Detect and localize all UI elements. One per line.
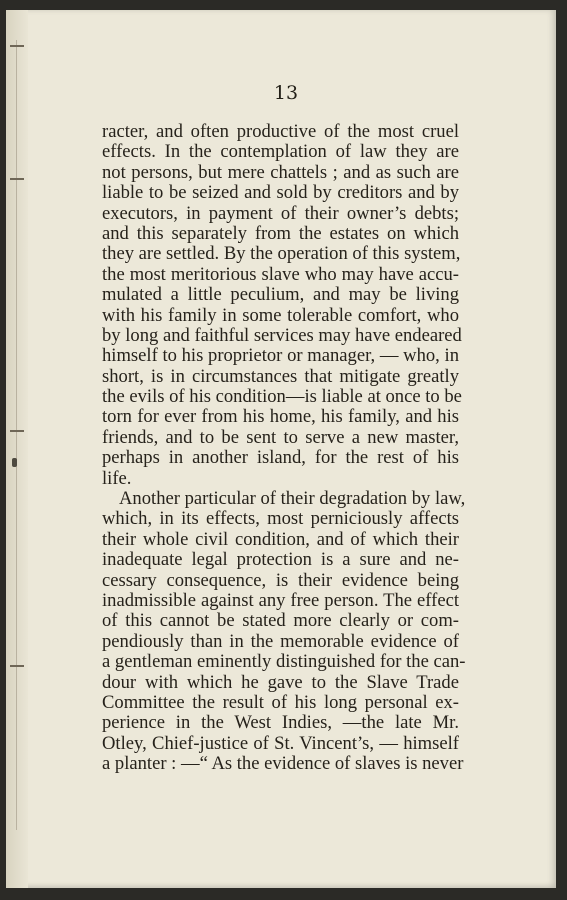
gutter-mark	[10, 45, 24, 47]
text-line: perience in the West Indies, —the late Mr.	[102, 712, 459, 734]
text-line: Committee the result of his long personal ex-	[102, 691, 459, 713]
text-line: life.	[102, 467, 132, 489]
text-line: effects. In the contemplation of law they are	[102, 141, 459, 163]
gutter-mark	[10, 665, 24, 667]
book-page	[6, 10, 556, 888]
text-line: inadmissible against any free person. The effect	[102, 589, 459, 611]
text-line: torn for ever from his home, his family, and his	[102, 406, 459, 428]
text-line: inadequate legal protection is a sure and ne-	[102, 549, 459, 571]
text-line: dour with which he gave to the Slave Trade	[102, 671, 459, 693]
text-line: of this cannot be stated more clearly or com-	[102, 610, 459, 632]
gutter-stain	[12, 458, 17, 467]
text-line: by long and faithful services may have endeared	[102, 324, 462, 346]
text-line: pendiously than in the memorable evidence of	[102, 630, 459, 652]
text-line: they are settled. By the operation of this system,	[102, 243, 461, 265]
text-line: which, in its effects, most perniciously affects	[102, 508, 459, 530]
body-text	[102, 121, 466, 775]
gutter-mark	[10, 430, 24, 432]
gutter-fold-line	[16, 40, 17, 830]
text-line: Another particular of their degradation by law,	[119, 488, 466, 510]
text-line: executors, in payment of their owner’s debts;	[102, 202, 459, 224]
text-line: not persons, but mere chattels ; and as such are	[102, 161, 459, 183]
text-line: mulated a little peculium, and may be living	[102, 284, 459, 306]
page-number: 13	[273, 82, 299, 104]
text-line: their whole civil condition, and of which their	[102, 528, 459, 550]
text-line: racter, and often productive of the most cruel	[102, 121, 459, 142]
text-line: himself to his proprietor or manager, — who, in	[102, 345, 459, 367]
text-line: Otley, Chief-justice of St. Vincent’s, — himself	[102, 732, 459, 754]
text-line: short, is in circumstances that mitigate greatly	[102, 365, 459, 387]
text-line: the evils of his condition—is liable at once to be	[102, 386, 462, 408]
text-line: liable to be seized and sold by creditors and by	[102, 182, 459, 204]
text-line: a planter : —“ As the evidence of slaves is never	[102, 753, 464, 775]
text-line: cessary consequence, is their evidence being	[102, 569, 459, 591]
text-line: perhaps in another island, for the rest of his	[102, 447, 459, 469]
text-line: a gentleman eminently distinguished for the can-	[102, 651, 466, 673]
text-line: friends, and to be sent to serve a new master,	[102, 426, 459, 448]
text-line: the most meritorious slave who may have accu-	[102, 263, 459, 285]
text-line: with his family in some tolerable comfort, who	[102, 304, 459, 326]
page-gutter	[6, 10, 28, 888]
gutter-mark	[10, 178, 24, 180]
text-line: and this separately from the estates on which	[102, 222, 459, 244]
